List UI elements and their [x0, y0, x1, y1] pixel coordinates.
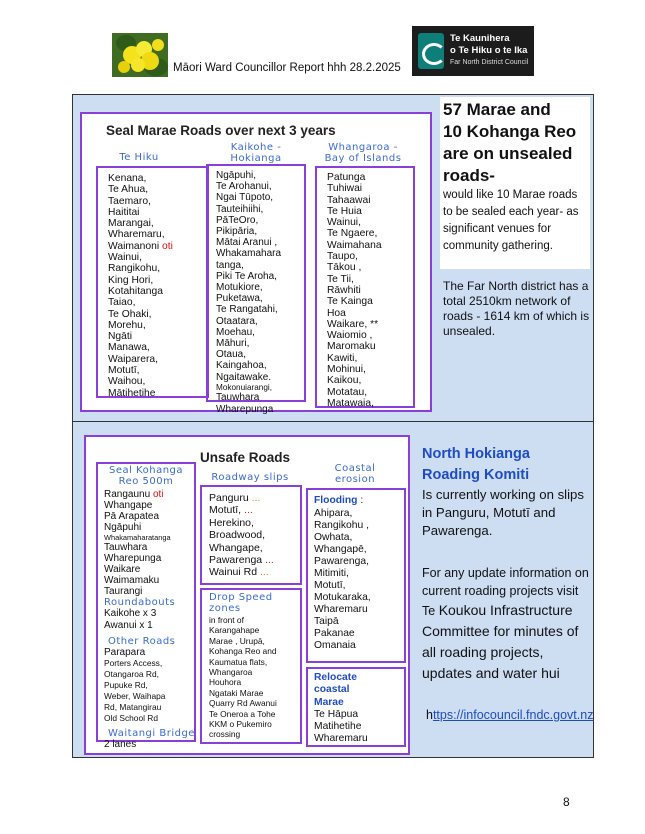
- list-item: Morehu,: [108, 319, 146, 331]
- list-item: Matawaia,: [327, 397, 374, 409]
- north-hokianga-body: Is currently working on slips in Panguru, Motutī and Pawarenga.: [422, 487, 584, 538]
- list-item: Ngai Tūpoto,: [216, 192, 274, 204]
- te-hiku-list: [98, 168, 207, 399]
- list-item: Te Rangatahi,: [216, 304, 278, 316]
- list-item: Waikare, **: [327, 318, 379, 330]
- list-item: Mokonuiarangi,: [216, 382, 272, 392]
- whangaroa-list: [317, 168, 413, 409]
- list-item: Moehau,: [216, 326, 255, 338]
- list-item: Motukiore,: [216, 282, 263, 294]
- list-item: Wharemaru: [314, 733, 368, 745]
- whangaroa-column: [315, 166, 415, 408]
- logo-line-2: o Te Hiku o te Ika: [450, 45, 528, 56]
- list-item: Kaikou,: [327, 375, 362, 387]
- drop-speed-list: [202, 614, 300, 740]
- list-item: Taipā: [314, 616, 339, 627]
- list-item: Te Ohaki,: [108, 308, 152, 320]
- kaikohe-list: [208, 166, 304, 415]
- list-item: Houhora: [209, 677, 242, 688]
- list-item: Whangaroa: [209, 667, 253, 678]
- list-item: Kaingahoa,: [216, 360, 267, 372]
- list-item: Waikare: [104, 564, 141, 575]
- list-item: Hoa: [327, 307, 346, 319]
- flooding-list: [308, 506, 404, 652]
- list-item: Whakamahara: [216, 248, 282, 260]
- list-item: Mohinui,: [327, 364, 366, 376]
- frame-divider: [72, 421, 594, 422]
- list-item: Old School Rd: [104, 713, 158, 723]
- list-item: Waiomio ,: [327, 330, 373, 342]
- list-item: Parapara: [104, 647, 146, 658]
- list-item: Kohanga Reo and: [209, 646, 277, 657]
- list-item: Marae , Urupā,: [209, 635, 265, 646]
- list-item: Wainui Rd ...: [209, 566, 269, 579]
- list-item: Omanaia: [314, 640, 356, 651]
- list-item: Rangaunu oti: [104, 489, 164, 500]
- list-item: Owhata,: [314, 532, 353, 543]
- list-item: tanga,: [216, 259, 244, 271]
- list-item: Waimamaku: [104, 575, 160, 586]
- list-item: Patunga: [327, 172, 366, 183]
- other-roads-heading: Other Roads: [108, 636, 176, 647]
- far-north-network-text: The Far North district has a total 2510km network of roads - 1614 km of which is unsealed.: [443, 279, 590, 338]
- kohanga-list: [98, 487, 194, 597]
- unsealed-roads-note: [440, 97, 590, 269]
- list-item: Te Hāpua: [314, 709, 359, 721]
- list-item: Whangape,: [209, 541, 263, 554]
- roundabouts-list: [98, 608, 194, 631]
- waitangi-bridge-heading: Waitangi Bridge: [108, 728, 195, 739]
- list-item: Broadwood,: [209, 529, 266, 542]
- list-item: Awanui x 1: [104, 619, 153, 631]
- list-item: Ngaitawake.: [216, 371, 272, 383]
- update-info-text: For any update information on current roading projects visit Te Koukou Infrastructure Committee for minutes of all roading projects, updates and water hui: [422, 566, 589, 681]
- list-item: Te Kainga: [327, 296, 373, 308]
- list-item: Kenana,: [108, 173, 147, 184]
- list-item: Tuhiwai: [327, 183, 363, 195]
- flooding-column: [306, 488, 406, 663]
- list-item: Motutī,: [108, 365, 140, 377]
- list-item: Rd, Matangirau: [104, 702, 162, 712]
- list-item: Herekino,: [209, 516, 254, 529]
- list-item: Waimanoni oti: [108, 240, 173, 252]
- list-item: Otaatara,: [216, 315, 258, 327]
- col-heading-roadway-slips: Roadway slips: [211, 472, 289, 483]
- list-item: Kotahitanga: [108, 285, 163, 297]
- list-item: Mātai Aranui ,: [216, 237, 278, 249]
- list-item: Mātihetihe: [108, 387, 156, 399]
- list-item: Rāwhiti: [327, 284, 361, 296]
- list-item: Marangai,: [108, 218, 154, 230]
- unsafe-panel-title: Unsafe Roads: [200, 450, 291, 465]
- list-item: Wainui,: [327, 217, 361, 229]
- list-item: 2 lanes: [104, 739, 137, 750]
- list-item: in front of: [209, 615, 244, 625]
- list-item: Puketawa,: [216, 293, 263, 305]
- list-item: Pawarenga ...: [209, 554, 274, 567]
- list-item: Pupuke Rd,: [104, 680, 148, 690]
- te-hiku-column: [96, 166, 209, 398]
- relocate-column: [306, 667, 406, 747]
- slips-list: [202, 487, 300, 579]
- council-logo: [412, 26, 534, 76]
- list-item: Taurangi: [104, 586, 143, 597]
- list-item: Pawarenga,: [314, 556, 369, 567]
- page-number: 8: [563, 795, 570, 809]
- list-item: Wharepunga: [216, 403, 274, 415]
- infocouncil-link[interactable]: https://infocouncil.fndc.govt.nz: [426, 708, 594, 722]
- list-item: Pā Arapatea: [104, 511, 160, 522]
- list-item: Whakamaharatanga: [104, 533, 171, 542]
- list-item: Kaikohe x 3: [104, 608, 157, 619]
- list-item: Taupo,: [327, 251, 358, 263]
- list-item: Kawiti,: [327, 352, 358, 364]
- unsealed-headline: 57 Marae and 10 Kohanga Reo are on unsealed roads-: [443, 100, 577, 185]
- list-item: Ngāpuhi,: [216, 170, 257, 181]
- drop-speed-column: [200, 588, 302, 744]
- list-item: Whangapē,: [314, 544, 367, 555]
- list-item: Mitimiti,: [314, 568, 349, 579]
- unsealed-body: would like 10 Marae roads to be sealed each year- as significant venues for community gathering.: [443, 189, 579, 252]
- list-item: Quarry Rd Awanui: [209, 698, 277, 709]
- col-heading-whangaroa: Whangaroa - Bay of Islands: [324, 142, 402, 164]
- list-item: Motutī, ...: [209, 504, 253, 517]
- list-item: Te Ahua,: [108, 184, 149, 196]
- list-item: Kaumatua flats,: [209, 656, 268, 667]
- list-item: Te Ngaere,: [327, 228, 378, 240]
- roundabouts-heading: Roundabouts: [104, 597, 176, 608]
- other-roads-list: [98, 647, 194, 724]
- list-item: Ngāpuhi: [104, 522, 142, 533]
- list-item: Karangahape: [209, 625, 260, 636]
- yellow-flower-image: [112, 33, 168, 77]
- list-item: Taiao,: [108, 297, 136, 309]
- flooding-heading: Flooding :: [314, 495, 364, 506]
- logo-line-3: Far North District Council: [450, 59, 529, 66]
- list-item: Waiparera,: [108, 353, 158, 365]
- list-item: Te Huia: [327, 205, 362, 217]
- list-item: Te Oneroa a Tohe: [209, 708, 276, 719]
- list-item: Wharemaru,: [108, 229, 165, 241]
- relocate-heading: Relocate coastal Marae: [314, 672, 357, 708]
- list-item: Manawa,: [108, 342, 150, 354]
- list-item: Porters Access,: [104, 658, 163, 668]
- col-heading-seal-kohanga: Seal Kohanga Reo 500m: [108, 465, 184, 487]
- list-item: PāTeOro,: [216, 214, 259, 226]
- list-item: Whangape: [104, 500, 153, 511]
- list-item: Rangikohu,: [108, 263, 161, 275]
- list-item: Motukaraka,: [314, 592, 371, 603]
- list-item: Maromaku: [327, 341, 376, 353]
- list-item: Wainui,: [108, 252, 142, 264]
- list-item: crossing: [209, 729, 241, 740]
- list-item: Piki Te Aroha,: [216, 270, 277, 282]
- list-item: Taemaro,: [108, 195, 151, 207]
- list-item: Pikipāria,: [216, 226, 258, 238]
- list-item: Tākou ,: [327, 262, 362, 274]
- list-item: Matihetihe: [314, 721, 362, 733]
- list-item: Otangaroa Rd,: [104, 669, 159, 679]
- drop-speed-heading: Drop Speed zones: [209, 592, 273, 614]
- col-heading-kaikohe: Kaikohe - Hokianga: [230, 142, 282, 164]
- list-item: Wharepunga: [104, 553, 162, 564]
- logo-line-1: Te Kaunihera: [450, 33, 510, 44]
- oti-highlight: oti: [162, 240, 173, 252]
- list-item: Weber, Waihapa: [104, 691, 166, 701]
- north-hokianga-title: North Hokianga Roading Komiti: [422, 446, 530, 483]
- list-item: Tauwhara: [104, 542, 148, 553]
- list-item: Te Tii,: [327, 273, 354, 285]
- seal-panel-title: Seal Marae Roads over next 3 years: [106, 123, 336, 138]
- list-item: Waimahana: [327, 239, 382, 251]
- col-heading-te-hiku: Te Hiku: [119, 152, 159, 163]
- koru-icon: [418, 33, 444, 69]
- list-item: Tauwhara: [216, 392, 260, 404]
- list-item: Waihou,: [108, 376, 146, 388]
- kaikohe-column: [206, 164, 306, 415]
- list-item: Haititai: [108, 206, 140, 218]
- list-item: Panguru ...: [209, 492, 261, 504]
- list-item: Tahaawai: [327, 194, 371, 206]
- slips-column: [200, 485, 302, 585]
- col-heading-coastal-erosion: Coastal erosion: [334, 463, 376, 485]
- list-item: Tauteihiihi,: [216, 203, 264, 215]
- list-item: Rangikohu ,: [314, 520, 369, 531]
- list-item: Ahipara,: [314, 508, 353, 519]
- list-item: Otaua,: [216, 349, 247, 361]
- list-item: Motutī,: [314, 580, 346, 591]
- list-item: King Hori,: [108, 274, 154, 286]
- list-item: Māhuri,: [216, 338, 250, 350]
- list-item: Pakanae: [314, 628, 355, 639]
- list-item: Ngataki Marae: [209, 687, 264, 698]
- report-title: Māori Ward Councillor Report hhh 28.2.2025: [173, 62, 401, 74]
- oti-highlight: oti: [152, 489, 164, 500]
- list-item: Te Arohanui,: [216, 181, 272, 193]
- kohanga-column: [96, 462, 196, 750]
- relocate-list: [308, 709, 404, 745]
- list-item: Motatau,: [327, 386, 368, 398]
- list-item: KKM o Pukemiro: [209, 719, 272, 730]
- list-item: Wharemaru: [314, 604, 368, 615]
- list-item: Ngāti: [108, 331, 133, 343]
